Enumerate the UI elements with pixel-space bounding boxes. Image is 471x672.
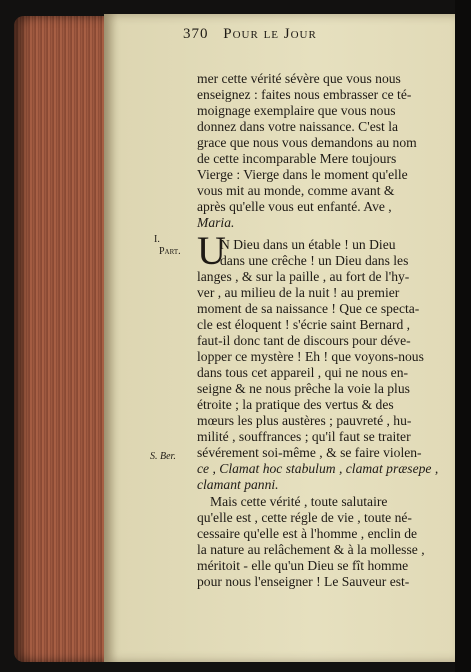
book-fore-edge (14, 16, 110, 662)
body-line: pour nous l'enseigner ! Le Sauveur est- (197, 574, 410, 589)
body-line: dans une crêche ! un Dieu dans les (220, 253, 409, 268)
body-line: cle est éloquent ! s'écrie saint Bernard , (197, 317, 411, 332)
body-line: de cette incomparable Mere toujours (197, 151, 397, 166)
section-number: I. (154, 234, 160, 245)
body-line: moment de sa naissance ! Que ce specta- (197, 301, 420, 316)
body-line: ce , Clamat hoc stabulum , clamat præsepe , (197, 461, 439, 476)
body-line: la nature au relâchement & à la mollesse , (197, 542, 425, 557)
body-line: Vierge : Vierge dans le moment qu'elle (197, 167, 408, 182)
body-line: dans tous cet appareil , qui ne nous en- (197, 365, 409, 380)
body-line: seigne & ne nous prêche la voie la plus (197, 381, 410, 396)
running-title: Pour le Jour (223, 26, 317, 42)
body-line: mer cette vérité sévère que vous nous (197, 71, 401, 86)
body-line: Mais cette vérité , toute salutaire (210, 494, 388, 509)
body-line: donnez dans votre naissance. C'est la (197, 119, 399, 134)
body-line: méritoit - elle qu'un Dieu se fît homme (197, 558, 409, 573)
body-line: langes , & sur la paille , au fort de l'hy- (197, 269, 410, 284)
section-label: Part. (159, 246, 181, 257)
body-line: moignage exemplaire que vous nous (197, 103, 396, 118)
body-line: étroite ; la pratique des vertus & des (197, 397, 394, 412)
body-line: vous mit au monde, comme avant & (197, 183, 395, 198)
body-line: mœurs les plus austères ; pauvreté , hu- (197, 413, 412, 428)
page-number: 370 (183, 26, 209, 42)
body-line: lopper ce mystère ! Eh ! que voyons-nous (197, 349, 424, 364)
body-line: grace que nous vous demandons au nom (197, 135, 417, 150)
body-line: ver , au milieu de la nuit ! au premier (197, 285, 400, 300)
body-line: milité , souffrances ; qu'il faut se traiter (197, 429, 411, 444)
margin-citation: S. Ber. (150, 451, 176, 462)
body-line: enseignez : faites nous embrasser ce té- (197, 87, 412, 102)
body-line: après qu'elle vous eut enfanté. Ave , (197, 199, 392, 214)
body-line: clamant panni. (197, 477, 279, 492)
body-line: faut-il donc tant de discours pour déve- (197, 333, 411, 348)
page-gutter-shadow (455, 0, 471, 672)
drop-capital: U (197, 228, 226, 273)
body-line: qu'elle est , cette régle de vie , toute né- (197, 510, 412, 525)
page-header (183, 26, 317, 43)
body-line: cessaire qu'elle est à l'homme , enclin de (197, 526, 418, 541)
body-line: sévérement soi-même , & se faire violen- (197, 445, 422, 460)
closing-italic: Maria. (197, 215, 235, 230)
body-line: N Dieu dans un étable ! un Dieu (220, 237, 396, 252)
